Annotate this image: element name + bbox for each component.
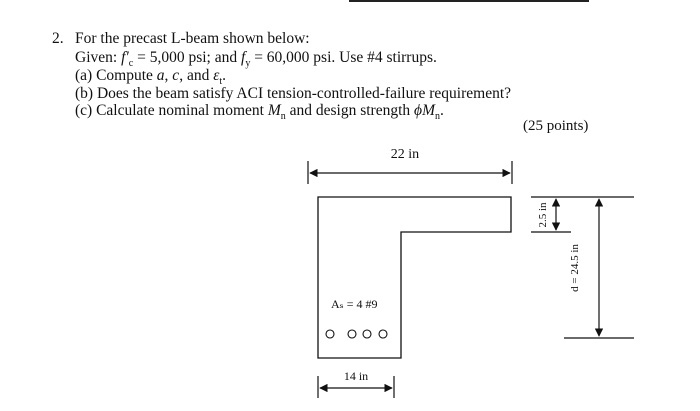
fy-symbol: f	[241, 49, 246, 66]
web-width-label: 14 in	[343, 369, 369, 383]
part-a-prefix: (a) Compute	[75, 67, 157, 84]
part-c-phi: ϕ	[414, 102, 423, 119]
steel-area-label: Aₛ = 4 #9	[331, 297, 378, 311]
flange-thickness-dimension	[537, 199, 556, 230]
part-a-c: c	[172, 67, 180, 84]
part-c-mn2-sub: n	[435, 111, 440, 123]
problem-title: For the precast L-beam shown below:	[75, 30, 310, 47]
fc-value: = 5,000 psi; and	[133, 49, 241, 66]
rebar-4	[379, 330, 387, 338]
top-width-dimension	[308, 147, 512, 184]
points-label: (25 points)	[523, 118, 589, 134]
part-c-prefix: (c) Calculate nominal moment	[75, 102, 268, 119]
part-a-sep2: , and	[179, 67, 214, 84]
problem-number: 2.	[52, 30, 64, 47]
rebar-3	[363, 330, 371, 338]
flange-thickness-label: 2.5 in	[537, 202, 549, 228]
fy-value: = 60,000 psi. Use #4 stirrups.	[250, 49, 437, 66]
fy-subscript: y	[245, 58, 251, 70]
rebar-1	[326, 330, 334, 338]
top-width-label: 22 in	[390, 147, 420, 162]
rebar-2	[348, 330, 356, 338]
part-c-end: .	[440, 102, 444, 119]
part-b: (b) Does the beam satisfy ACI tension-controlled-failure requirement?	[75, 85, 512, 102]
web-width-dimension	[318, 369, 394, 398]
part-c-mn-sub: n	[280, 111, 286, 123]
part-a-epsilon: ε	[213, 67, 220, 84]
part-c-mn: M	[267, 102, 281, 119]
part-a-a: a	[156, 67, 165, 84]
l-beam-outline	[318, 197, 511, 358]
rebar-group	[326, 330, 387, 338]
effective-depth-dimension	[569, 199, 599, 336]
part-c-mn2: M	[422, 102, 435, 119]
part-a-sep1: ,	[164, 67, 173, 84]
given-prefix: Given:	[75, 49, 122, 66]
part-c-mid: and design strength	[285, 102, 415, 119]
fc-subscript: c	[128, 58, 134, 70]
part-a-end: .	[222, 67, 226, 84]
part-a-epsilon-sub: t	[219, 76, 223, 88]
fc-symbol: f′	[121, 49, 129, 66]
effective-depth-label: d = 24.5 in	[569, 244, 581, 292]
